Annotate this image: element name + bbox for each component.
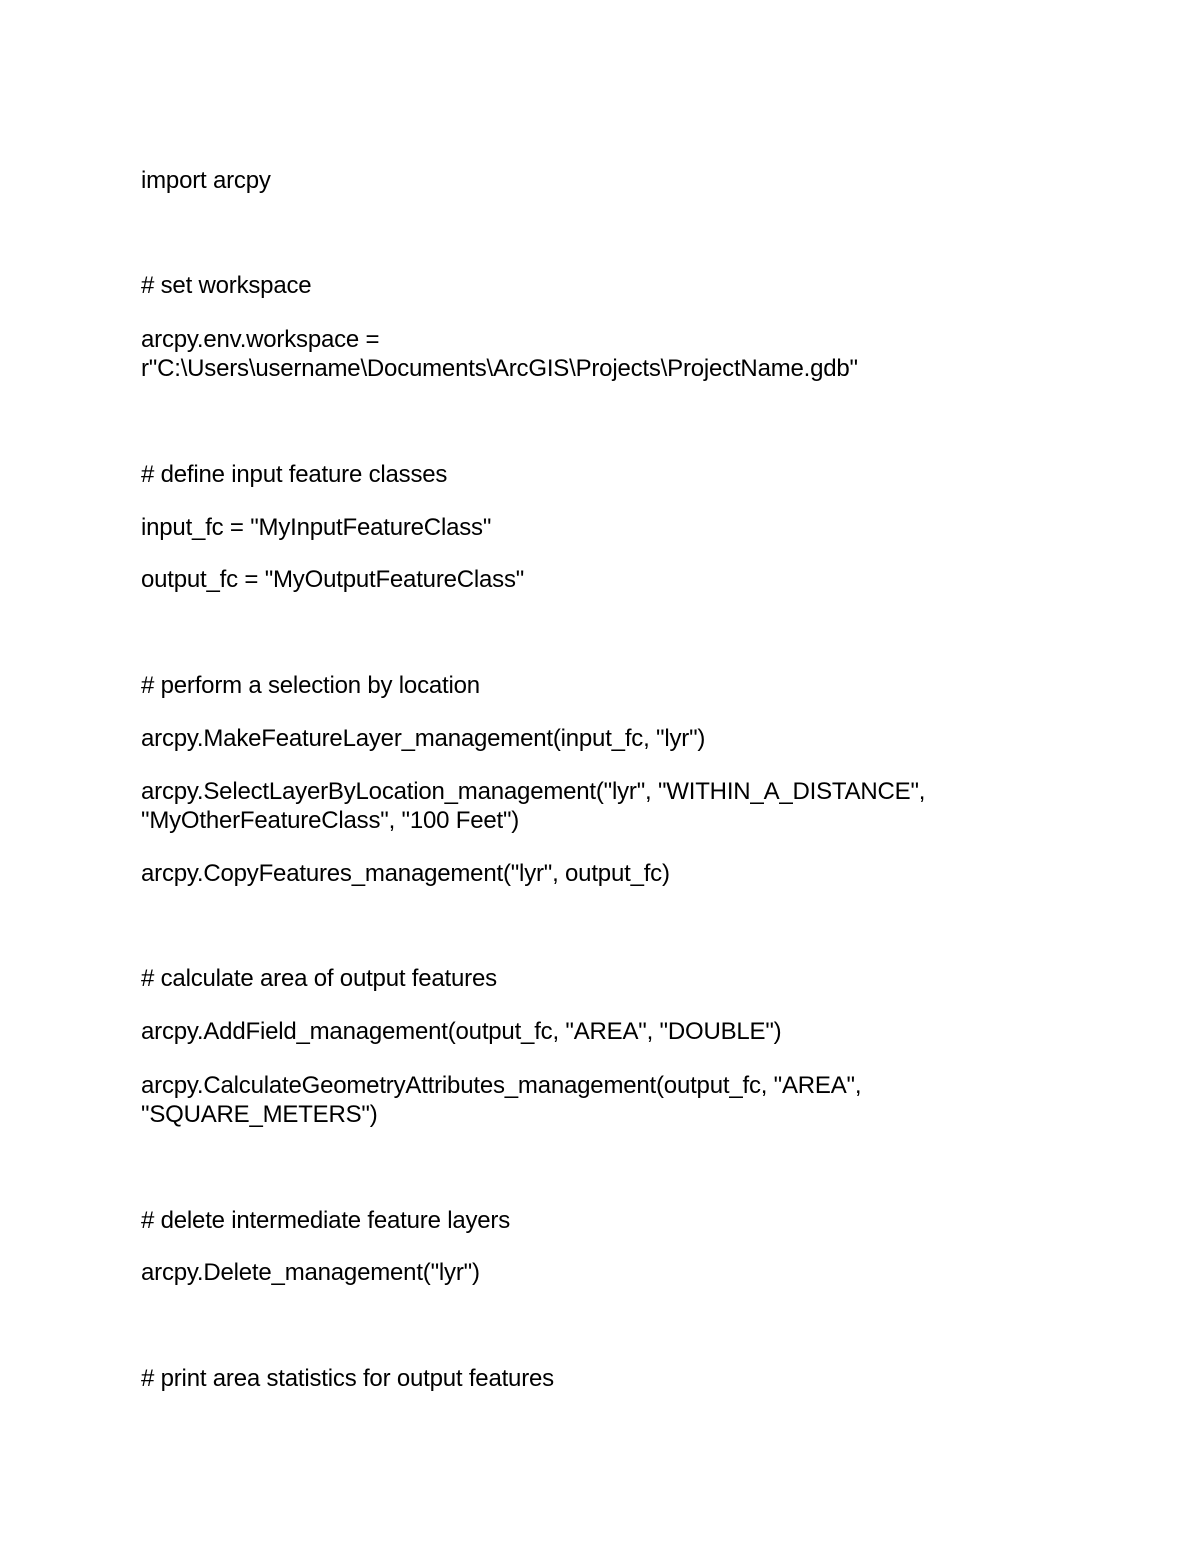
code-line-output-fc: output_fc = "MyOutputFeatureClass" (141, 566, 525, 593)
comment-set-workspace: # set workspace (141, 272, 312, 299)
code-line-workspace-path: r"C:\Users\username\Documents\ArcGIS\Projects\ProjectName.gdb" (141, 355, 858, 382)
code-line-input-fc: input_fc = "MyInputFeatureClass" (141, 514, 492, 541)
code-line-import: import arcpy (141, 167, 271, 194)
code-line-workspace: arcpy.env.workspace = (141, 326, 380, 353)
comment-calculate-area: # calculate area of output features (141, 965, 497, 992)
code-line-select-by-location: arcpy.SelectLayerByLocation_management("lyr", "WITHIN_A_DISTANCE", (141, 778, 926, 805)
code-line-calc-geometry: arcpy.CalculateGeometryAttributes_management(output_fc, "AREA", (141, 1072, 862, 1099)
comment-print-stats: # print area statistics for output features (141, 1365, 554, 1392)
code-line-delete: arcpy.Delete_management("lyr") (141, 1259, 480, 1286)
code-line-calc-geometry-cont: "SQUARE_METERS") (141, 1101, 378, 1128)
comment-selection: # perform a selection by location (141, 672, 480, 699)
comment-define-inputs: # define input feature classes (141, 461, 448, 488)
comment-delete-layers: # delete intermediate feature layers (141, 1207, 511, 1234)
code-line-copy-features: arcpy.CopyFeatures_management("lyr", output_fc) (141, 860, 670, 887)
code-line-make-layer: arcpy.MakeFeatureLayer_management(input_fc, "lyr") (141, 725, 706, 752)
code-line-add-field: arcpy.AddField_management(output_fc, "AREA", "DOUBLE") (141, 1018, 782, 1045)
code-line-select-by-location-cont: "MyOtherFeatureClass", "100 Feet") (141, 807, 520, 834)
